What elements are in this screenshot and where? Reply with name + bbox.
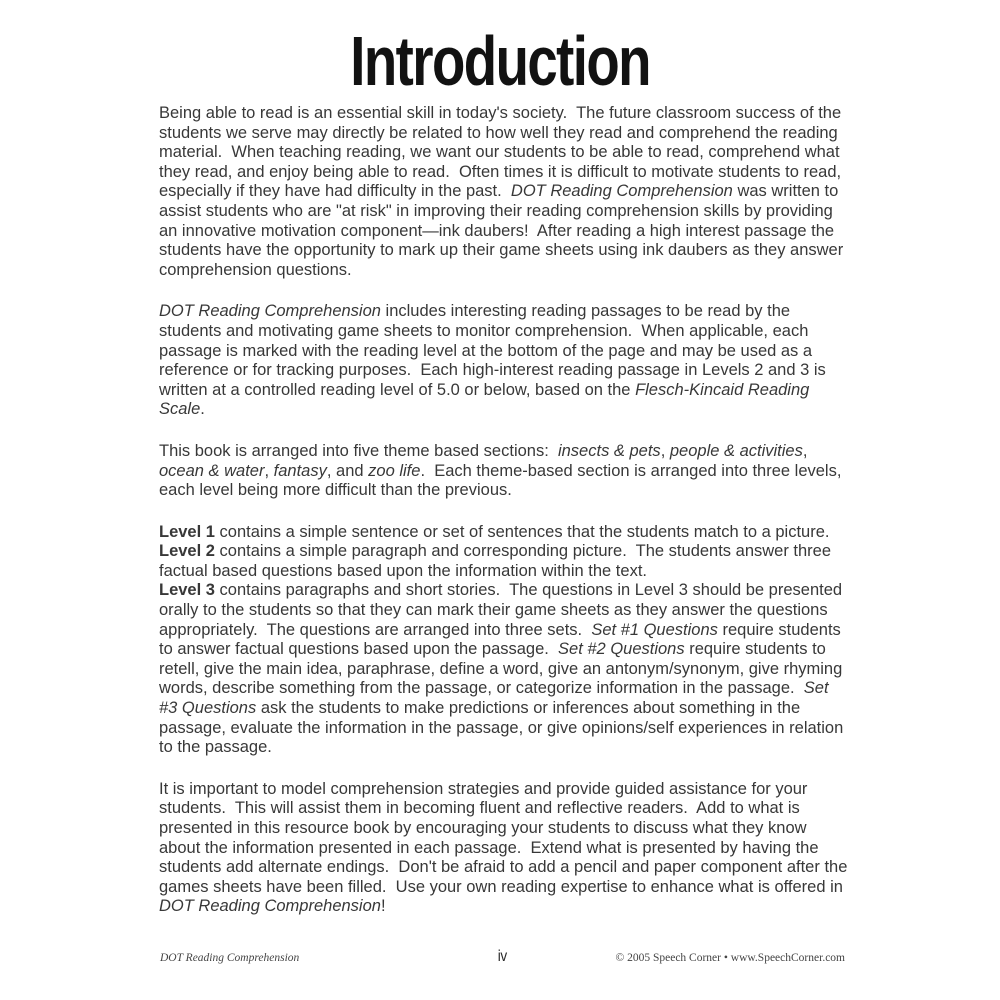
body-text: was written to assist students who are "at risk" in improving their reading comprehension skills by providing an innovative motivation component—ink daubers! After reading a high interest passage the students have the opportunity to mark up their game sheets using ink daubers as they answer comprehension questions.	[159, 182, 848, 279]
body-text: contains paragraphs and short stories. The questions in Level 3 should be presented orally to the students so that they can mark their game sheets as they answer the questions appropriately. The questions are arranged into three sets.	[159, 581, 847, 639]
italic-text: fantasy	[273, 461, 327, 480]
paragraph	[159, 442, 849, 501]
paragraph	[159, 542, 849, 581]
body-text: includes interesting reading passages to be read by the students and motivating game sheets to monitor comprehension. When applicable, each passage is marked with the reading level at the bottom of the page and may be used as a reference or for tracking purposes. Each high-interest reading passage in Levels 2 and 3 is written at a controlled reading level of 5.0 or below, based on the	[159, 302, 831, 399]
page-footer	[160, 948, 845, 966]
body-paragraphs	[159, 104, 852, 939]
paragraph	[159, 581, 849, 757]
body-text: This book is arranged into five theme based sections:	[159, 441, 558, 460]
paragraph	[159, 779, 852, 917]
italic-text: people & activities	[669, 441, 803, 460]
body-text: !	[380, 897, 386, 916]
body-text: , and	[326, 461, 369, 480]
page-title-container	[0, 22, 1000, 100]
bold-text: Level 1	[159, 522, 215, 541]
body-text: It is important to model comprehension strategies and provide guided assistance for your students. This will assist them in becoming fluent and reflective readers. Add to what is presented in this resource book by encouraging your students to discuss what they know about the information presented in each passage. Extend what is presented by having the students add alternate endings. Don't be afraid to add a pencil and paper component after the games sheets have been filled. Use your own reading expertise to enhance what is offered in	[159, 779, 852, 896]
body-text: require students to answer factual questions based upon the passage.	[159, 620, 846, 659]
italic-text: zoo life	[368, 461, 421, 480]
body-text: .	[200, 400, 205, 419]
italic-text: Set #3 Questions	[159, 679, 834, 718]
italic-text: Set #1 Questions	[591, 620, 718, 639]
footer-copyright: © 2005 Speech Corner • www.SpeechCorner.com	[615, 952, 845, 964]
italic-text: ocean & water	[159, 461, 265, 480]
body-text: contains a simple sentence or set of sentences that the students match to a picture.	[214, 522, 830, 541]
body-text: Being able to read is an essential skill in today's society. The future classroom success of the students we serve may directly be related to how well they read and comprehend the reading material. When teaching reading, we want our students to be able to read, comprehend what they read, and enjoy being able to read. Often times it is difficult to motivate students to read, especially if they have had difficulty in the past.	[159, 104, 846, 201]
italic-text: insects & pets	[557, 441, 661, 460]
italic-text: Flesch-Kincaid Reading Scale	[159, 380, 814, 419]
footer-book-title: DOT Reading Comprehension	[160, 952, 300, 964]
body-text: ,	[802, 441, 813, 460]
footer-page-number: iv	[498, 948, 507, 965]
body-text: ask the students to make predictions or inferences about something in the passage, evaluate the information in the passage, or give opinions/self experiences in relation to the passage.	[159, 699, 848, 757]
bold-text: Level 2	[159, 542, 215, 561]
italic-text: DOT Reading Comprehension	[159, 897, 381, 916]
italic-text: DOT Reading Comprehension	[510, 182, 733, 201]
body-text: require students to retell, give the main idea, paraphrase, define a word, give an antonym/synonym, give rhyming words, describe something from the passage, or categorize information in the passage.	[159, 640, 847, 698]
body-text: . Each theme-based section is arranged into three levels, each level being more difficult than the previous.	[159, 461, 847, 500]
italic-text: DOT Reading Comprehension	[159, 302, 381, 321]
paragraph	[159, 104, 849, 280]
body-text: contains a simple paragraph and corresponding picture. The students answer three factual based questions based upon the information within the text.	[159, 542, 836, 580]
italic-text: Set #2 Questions	[558, 640, 685, 659]
paragraph	[159, 302, 849, 420]
page-title: Introduction	[350, 22, 650, 100]
body-text: ,	[660, 441, 670, 460]
body-text: ,	[264, 461, 274, 480]
paragraph	[159, 523, 849, 543]
bold-text: Level 3	[159, 581, 215, 600]
